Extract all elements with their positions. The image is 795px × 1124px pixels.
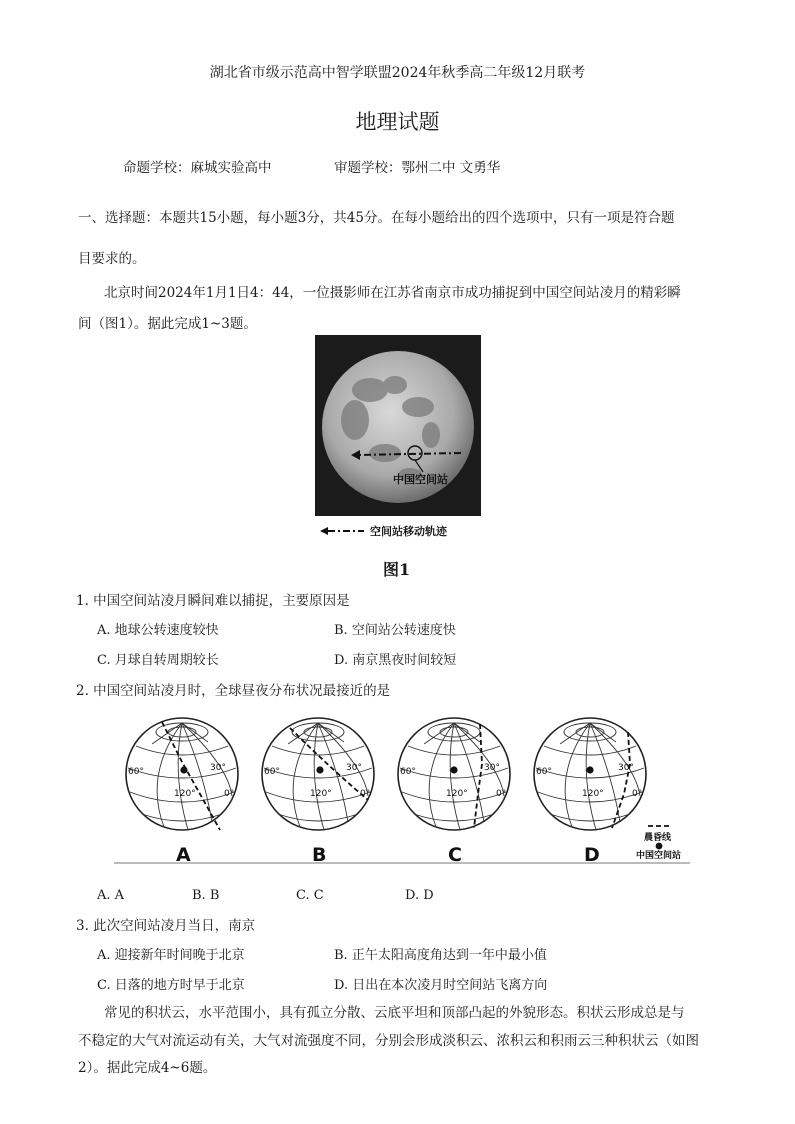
lat-label: 60° (536, 767, 552, 777)
exam-header: 湖北省市级示范高中智学联盟2024年秋季高二年级12月联考 (209, 65, 586, 81)
section-intro-line1: 一、选择题：本题共15小题，每小题3分，共45分。在每小题给出的四个选项中，只有一项是符合题 (78, 210, 675, 226)
moon-photo (315, 335, 481, 516)
globe-d (534, 718, 646, 866)
terminator-line (612, 732, 630, 828)
passage2-line3: 2）。据此完成4~6题。 (78, 1060, 217, 1076)
setter-school: 命题学校：麻城实验高中 (123, 160, 272, 176)
lat-label: 60° (400, 767, 416, 777)
globe-letter: D (584, 844, 600, 866)
q3-stem: 3. 此次空间站凌月当日，南京 (76, 918, 256, 934)
lon-label-0: 0° (496, 789, 507, 799)
lon-label-120: 120° (582, 789, 604, 799)
figure1-legend (318, 522, 518, 540)
globe-b (262, 718, 374, 866)
globes-figure (114, 704, 694, 866)
q2-stem: 2. 中国空间站凌月时，全球昼夜分布状况最接近的是 (76, 683, 391, 699)
lon-label-30: 30° (346, 763, 362, 773)
station-dot (316, 766, 323, 773)
station-dot (180, 766, 187, 773)
station-dot (586, 766, 593, 773)
globe-graticule (264, 723, 372, 830)
legend-arrow-icon (320, 527, 328, 535)
q1-option-d[interactable]: D. 南京黑夜时间较短 (334, 653, 457, 668)
q2-option-a[interactable]: A. A (97, 888, 125, 903)
lon-label-0: 0° (360, 789, 371, 799)
globe-letter: C (448, 844, 462, 866)
q2-option-b[interactable]: B. B (192, 888, 220, 903)
figure1-caption: 图1 (383, 560, 411, 579)
reviewer-school: 审题学校：鄂州二中 文勇华 (334, 160, 501, 176)
q2-option-d[interactable]: D. D (405, 888, 434, 903)
q3-option-d[interactable]: D. 日出在本次凌月时空间站飞离方向 (334, 978, 548, 993)
globe-letter: B (312, 844, 327, 866)
terminator-line (162, 722, 220, 830)
q1-stem: 1. 中国空间站凌月瞬间难以捕捉，主要原因是 (76, 593, 350, 609)
passage2-line1: 常见的积状云，水平范围小，具有孤立分散、云底平坦和顶部凸起的外貌形态。积状云形成总是与 (104, 1005, 685, 1021)
station-dot (450, 766, 457, 773)
legend-terminator-label: 晨昏线 (644, 833, 672, 843)
lon-label-120: 120° (446, 789, 468, 799)
station-label: 中国空间站 (393, 473, 448, 486)
lon-label-120: 120° (310, 789, 332, 799)
passage1-line1: 北京时间2024年1月1日4：44，一位摄影师在江苏省南京市成功捕捉到中国空间站凌月的精彩瞬 (104, 285, 681, 301)
lon-label-120: 120° (174, 789, 196, 799)
globes-legend (636, 826, 681, 861)
q3-option-a[interactable]: A. 迎接新年时间晚于北京 (97, 948, 245, 963)
lat-label: 60° (264, 767, 280, 777)
lon-label-30: 30° (210, 763, 226, 773)
globe-graticule (128, 723, 236, 830)
lon-label-30: 30° (484, 763, 500, 773)
lon-label-0: 0° (632, 789, 643, 799)
q1-option-b[interactable]: B. 空间站公转速度快 (334, 623, 456, 638)
passage2-line2: 不稳定的大气对流运动有关，大气对流强度不同，分别会形成淡积云、浓积云和积雨云三种积状云（如图 (78, 1033, 699, 1049)
legend-station-dot (656, 843, 663, 850)
section-intro-line2: 目要求的。 (78, 251, 146, 267)
globe-letter: A (176, 844, 191, 866)
globe-graticule (400, 723, 508, 830)
legend-label: 空间站移动轨迹 (370, 525, 447, 538)
legend-station-label: 中国空间站 (636, 851, 682, 861)
q3-option-c[interactable]: C. 日落的地方时早于北京 (97, 978, 245, 993)
q3-option-b[interactable]: B. 正午太阳高度角达到一年中最小值 (334, 948, 547, 963)
globe-a (126, 718, 238, 866)
globe-c (398, 718, 510, 866)
q2-option-c[interactable]: C. C (296, 888, 324, 903)
passage1-line2: 间（图1）。据此完成1~3题。 (78, 316, 257, 332)
q1-option-c[interactable]: C. 月球自转周期较长 (97, 653, 219, 668)
page-title: 地理试题 (355, 110, 440, 134)
lat-label: 60° (128, 767, 144, 777)
lon-label-30: 30° (618, 763, 634, 773)
q1-option-a[interactable]: A. 地球公转速度较快 (97, 623, 219, 638)
lon-label-0: 0° (224, 789, 235, 799)
